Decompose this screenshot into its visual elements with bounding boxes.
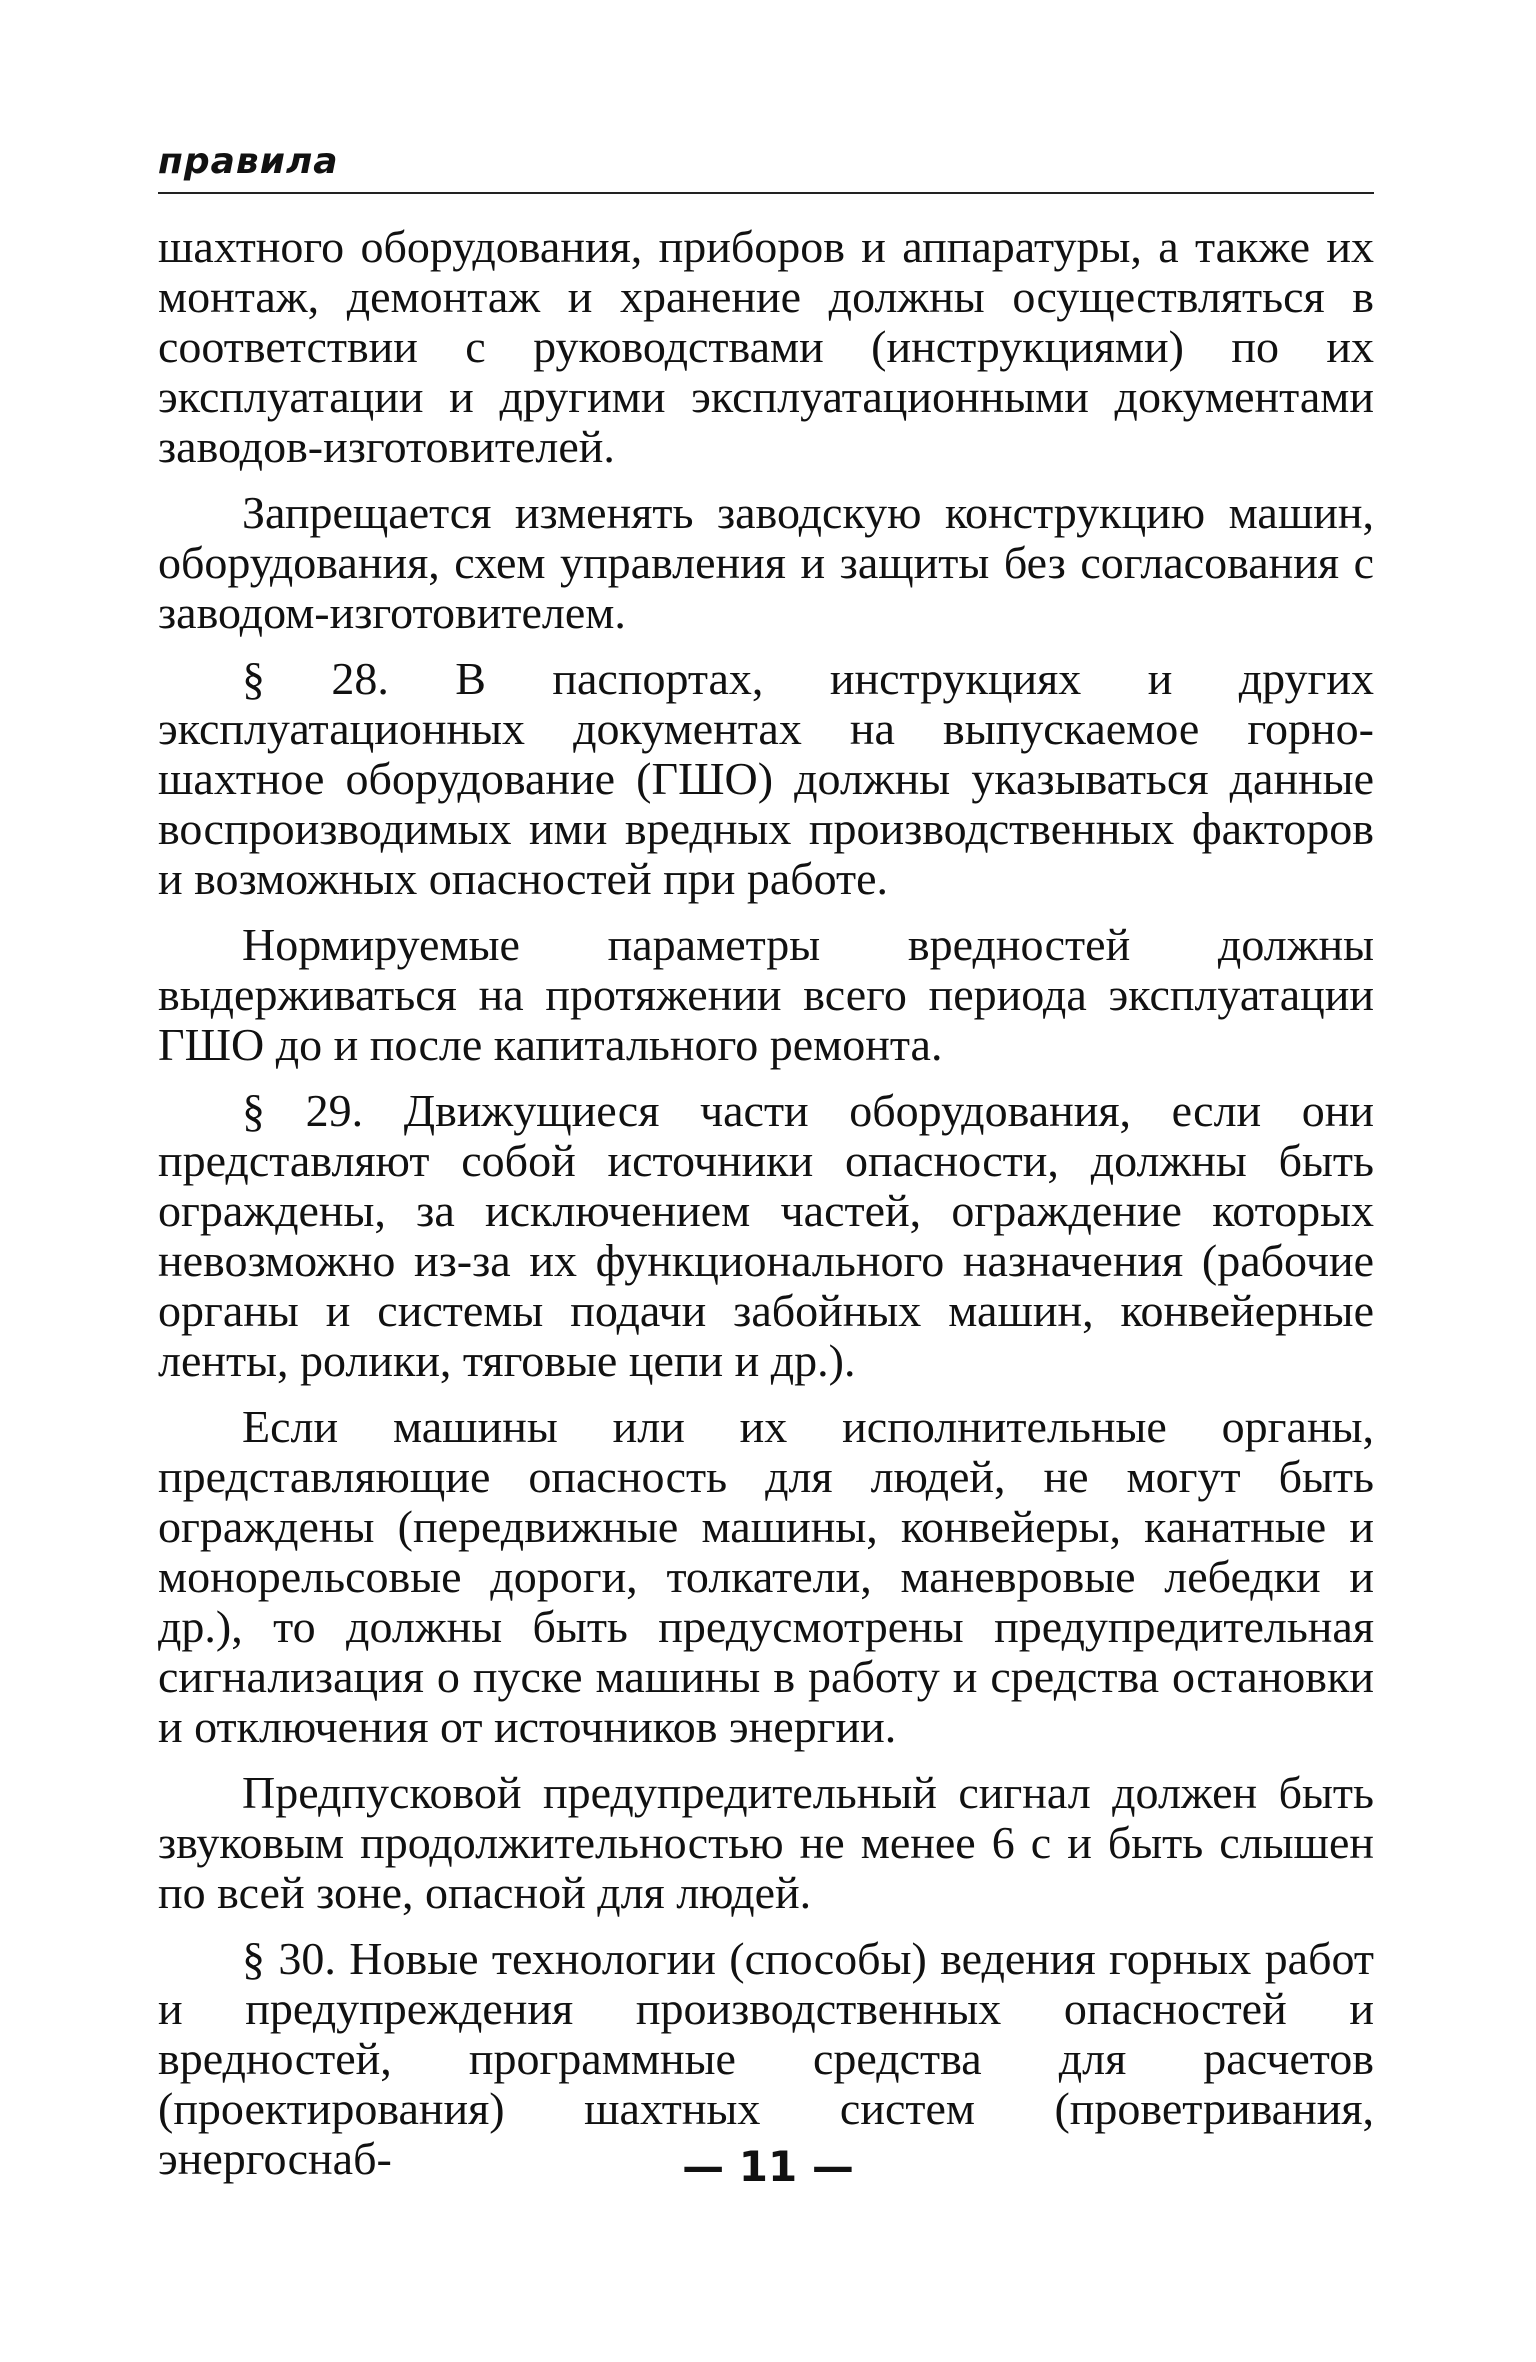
paragraph-warning-signal: Предпусковой предупредительный сигнал должен быть звуковым продолжительностью не менее 6 с и быть слышен по всей зоне, опасной для людей. xyxy=(158,1767,1374,1918)
body-text xyxy=(158,222,1374,2184)
paragraph-section-29: § 29. Движущиеся части оборудования, если они представляют собой источники опасности, должны быть ограждены, за исключением частей, ограждение которых невозможно из-за их функционального назначения (рабочие органы и системы подачи забойных машин, конвейерные ленты, ролики, тяговые цепи и др.). xyxy=(158,1085,1374,1386)
paragraph-modification-ban: Запрещается изменять заводскую конструкцию машин, оборудования, схем управления и защиты без согласования с заводом-изготовителем. xyxy=(158,487,1374,638)
paragraph-section-28: § 28. В паспортах, инструкциях и других эксплуатационных документах на выпускаемое горно-шахтное оборудование (ГШО) должны указываться данные воспроизводимых ими вредных производственных факторов и возможных опасностей при работе. xyxy=(158,653,1374,904)
running-header xyxy=(158,140,1374,194)
paragraph-section-30: § 30. Новые технологии (способы) ведения горных работ и предупреждения производственных опасностей и вредностей, программные средства для расчетов (проектирования) шахтных систем (проветривания, энергоснаб- xyxy=(158,1933,1374,2184)
page-number: — 11 — xyxy=(682,2142,854,2191)
paragraph-hazard-parameters: Нормируемые параметры вредностей должны выдерживаться на протяжении всего периода эксплуатации ГШО до и после капитального ремонта. xyxy=(158,919,1374,1070)
running-header-title: правила xyxy=(158,141,339,182)
paragraph-unguarded-machines: Если машины или их исполнительные органы, представляющие опасность для людей, не могут быть ограждены (передвижные машины, конвейеры, канатные и монорельсовые дороги, толкатели, маневровые лебедки и др.), то должны быть предусмотрены предупредительная сигнализация о пуске машины в работу и средства остановки и отключения от источников энергии. xyxy=(158,1401,1374,1752)
paragraph-continuation: шахтного оборудования, приборов и аппаратуры, а также их монтаж, демонтаж и хранение должны осуществляться в соответствии с руководствами (инструкциями) по их эксплуатации и другими эксплуатационными документами заводов-изготовителей. xyxy=(158,221,1374,472)
